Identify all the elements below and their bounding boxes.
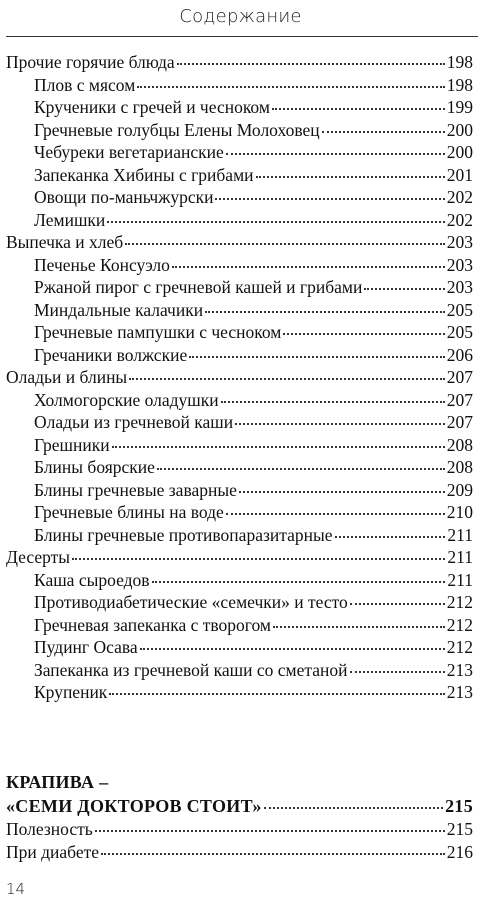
toc-entry-title: Гречневые блины на воде <box>34 502 224 522</box>
toc-entry-page: 198 <box>446 74 473 95</box>
running-header: Содержание <box>179 6 302 27</box>
chapter-section <box>0 770 481 863</box>
toc-entry-page: 216 <box>446 841 473 862</box>
chapter-title-line2-row[interactable] <box>0 794 481 818</box>
leader-dots <box>350 670 445 673</box>
toc-entry-title: Блины гречневые противопаразитарные <box>34 524 333 545</box>
toc-entry[interactable] <box>0 389 481 412</box>
chapter-title-line1: КРАПИВА – <box>6 772 109 792</box>
leader-dots <box>272 107 445 110</box>
toc-entry[interactable] <box>0 74 481 97</box>
toc-entry-page: 203 <box>446 232 473 252</box>
leader-dots <box>335 535 446 538</box>
toc-entry-page: 212 <box>446 592 473 612</box>
toc-entry-title: Холмогорские оладушки <box>34 389 219 410</box>
toc-entry[interactable] <box>0 186 481 209</box>
toc-entry[interactable] <box>0 164 481 187</box>
toc-entry[interactable] <box>0 321 481 344</box>
toc-entry-page: 207 <box>446 412 473 432</box>
toc-entry-page: 207 <box>446 367 473 387</box>
toc-entry[interactable] <box>0 501 481 524</box>
toc-entry[interactable] <box>0 818 481 841</box>
chapter-title-line2: «СЕМИ ДОКТОРОВ СТОИТ» <box>6 796 262 816</box>
toc-entry[interactable] <box>0 254 481 277</box>
toc-entry-page: 203 <box>446 277 473 297</box>
toc-entry-title: Оладьи из гречневой каши <box>34 412 234 432</box>
toc-entry[interactable] <box>0 841 481 864</box>
toc-entry[interactable] <box>0 119 481 142</box>
leader-dots <box>101 852 445 855</box>
toc-entry-page: 208 <box>446 434 473 455</box>
toc-entry-page: 205 <box>446 299 473 320</box>
toc-entry[interactable] <box>0 614 481 637</box>
toc-entry-title: Миндальные калачики <box>34 299 204 320</box>
toc-entry-title: Десерты <box>6 547 71 567</box>
toc-entry[interactable] <box>0 456 481 479</box>
toc-entry[interactable] <box>0 569 481 592</box>
toc-entry-page: 202 <box>446 187 473 207</box>
toc-entry-title: Плов с мясом <box>34 74 136 95</box>
toc-entry[interactable] <box>0 636 481 659</box>
leader-dots <box>129 377 445 380</box>
toc-entry-page: 201 <box>446 164 473 185</box>
leader-dots <box>172 265 445 268</box>
leader-dots <box>72 557 445 560</box>
toc-entry[interactable] <box>0 141 481 164</box>
toc-entry[interactable] <box>0 681 481 704</box>
leader-dots <box>256 175 445 178</box>
leader-dots <box>140 647 445 650</box>
toc-entry-page: 198 <box>446 52 473 72</box>
toc-entry-page: 203 <box>446 254 473 275</box>
leader-dots <box>350 602 445 605</box>
leader-dots <box>264 806 443 809</box>
toc-entry[interactable] <box>0 96 481 119</box>
leader-dots <box>95 829 445 832</box>
leader-dots <box>273 625 445 628</box>
leader-dots <box>364 287 444 290</box>
toc-entry[interactable] <box>0 659 481 682</box>
toc-entry[interactable] <box>0 591 481 614</box>
toc-entry-title: Полезность <box>6 819 93 839</box>
toc-entry[interactable] <box>0 231 481 254</box>
toc-entry-title: Противодиабетические «семечки» и тесто <box>34 592 348 612</box>
toc-entry-page: 213 <box>446 659 473 680</box>
toc-entry[interactable] <box>0 411 481 434</box>
toc-entry-title: Овощи по-маньчжурски <box>34 187 214 207</box>
leader-dots <box>137 85 444 88</box>
toc-entry-title: Прочие горячие блюда <box>6 52 175 72</box>
leader-dots <box>112 445 445 448</box>
toc-entry-page: 200 <box>446 142 473 162</box>
toc-entry-title: Гречаники волжские <box>34 344 188 365</box>
toc-entry-page: 205 <box>446 322 473 342</box>
leader-dots <box>322 130 445 133</box>
leader-dots <box>109 692 444 695</box>
leader-dots <box>205 310 445 313</box>
leader-dots <box>221 400 445 403</box>
toc-entry-title: Лемишки <box>34 209 106 230</box>
toc-entry-title: Пудинг Осава <box>34 637 138 657</box>
toc-entry-title: Гречневые пампушки с чесноком <box>34 322 282 342</box>
leader-dots <box>107 220 444 223</box>
page-number: 14 <box>6 880 26 898</box>
toc-entry[interactable] <box>0 344 481 367</box>
toc-entry-page: 212 <box>446 614 473 635</box>
leader-dots <box>226 512 445 515</box>
toc-entry-title: Гречневые голубцы Елены Молоховец <box>34 119 320 140</box>
toc-entry[interactable] <box>0 366 481 389</box>
leader-dots <box>125 242 445 245</box>
toc-entry[interactable] <box>0 546 481 569</box>
toc-entry-page: 208 <box>446 457 473 477</box>
leader-dots <box>235 422 445 425</box>
toc-entry-page: 202 <box>446 209 473 230</box>
toc-entry-page: 210 <box>446 502 473 522</box>
toc-entry-page: 212 <box>446 637 473 657</box>
header-rule <box>6 36 478 37</box>
toc-entry[interactable] <box>0 299 481 322</box>
toc-entry-page: 207 <box>446 389 473 410</box>
leader-dots <box>226 152 445 155</box>
toc-entry-title: Печенье Консуэло <box>34 254 170 275</box>
leader-dots <box>215 197 444 200</box>
leader-dots <box>189 355 445 358</box>
toc-entry-page: 206 <box>446 344 473 365</box>
toc-entry-page: 199 <box>446 97 473 117</box>
toc-entry-title: Каша сыроедов <box>34 569 150 590</box>
leader-dots <box>152 580 446 583</box>
toc-entry-title: Запеканка из гречневой каши со сметаной <box>34 659 348 680</box>
toc-entry-title: Крупеник <box>34 682 108 702</box>
chapter-entries <box>0 818 481 863</box>
chapter-page-number: 215 <box>445 796 473 816</box>
toc-entry[interactable] <box>0 51 481 74</box>
toc-entry[interactable] <box>0 434 481 457</box>
toc-entry-title: Гречневая запеканка с творогом <box>34 614 272 635</box>
toc-entry-page: 211 <box>447 569 473 590</box>
toc-entry-page: 215 <box>446 819 473 839</box>
toc-entry-title: Оладьи и блины <box>6 367 128 387</box>
toc-entry-title: Ржаной пирог с гречневой кашей и грибами <box>34 277 363 297</box>
toc-entry-title: Блины боярские <box>34 457 155 477</box>
toc-entry[interactable] <box>0 479 481 502</box>
toc-entry-page: 209 <box>446 479 473 500</box>
leader-dots <box>157 467 445 470</box>
table-of-contents <box>0 51 481 704</box>
toc-entry-title: Крученики с гречей и чесноком <box>34 97 270 117</box>
toc-entry-title: При диабете <box>6 841 100 862</box>
toc-entry-title: Запеканка Хибины с грибами <box>34 164 254 185</box>
toc-entry-title: Блины гречневые заварные <box>34 479 237 500</box>
toc-entry[interactable] <box>0 276 481 299</box>
leader-dots <box>177 62 445 65</box>
toc-entry-title: Грешники <box>34 434 110 455</box>
toc-entry-title: Выпечка и хлеб <box>6 232 124 252</box>
leader-dots <box>239 490 445 493</box>
toc-entry[interactable] <box>0 209 481 232</box>
leader-dots <box>283 332 444 335</box>
toc-entry-title: Чебуреки вегетарианские <box>34 142 224 162</box>
toc-entry-page: 213 <box>446 682 473 702</box>
toc-entry-page: 211 <box>447 547 473 567</box>
toc-entry[interactable] <box>0 524 481 547</box>
toc-entry-page: 200 <box>446 119 473 140</box>
toc-entry-page: 211 <box>447 524 473 545</box>
